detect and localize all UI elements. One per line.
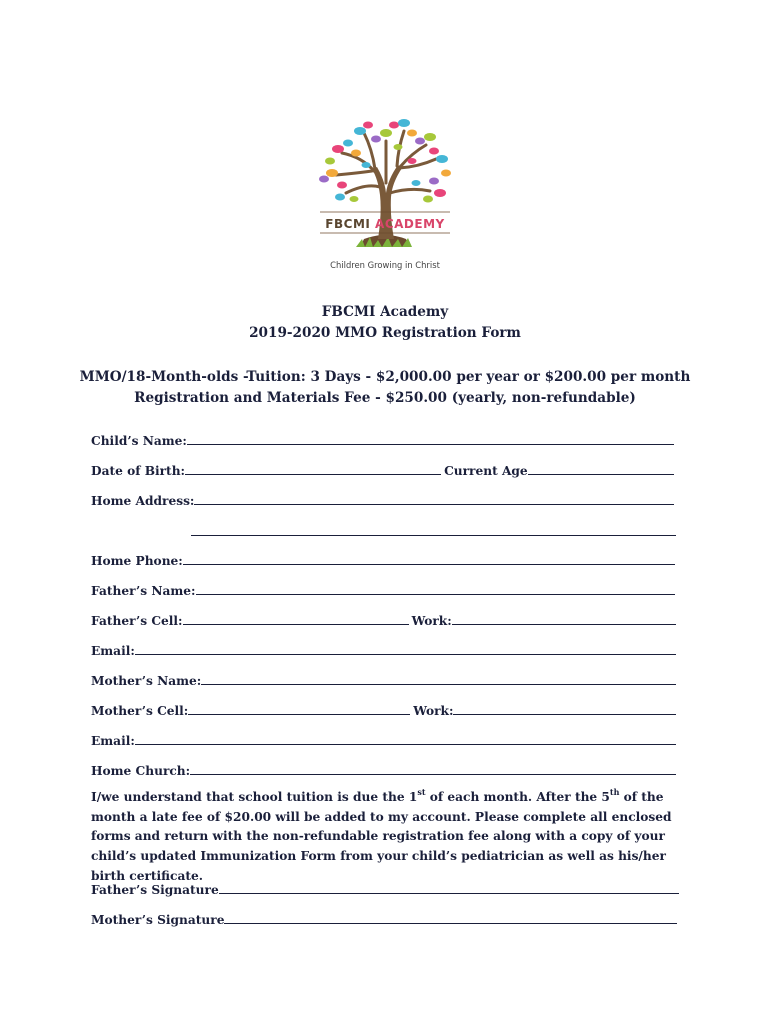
notice-text-2: of each month. After the 5 bbox=[425, 790, 610, 804]
logo-tagline: Children Growing in Christ bbox=[330, 260, 440, 270]
logo-name-part1: FBCMI bbox=[325, 217, 376, 231]
home-address-line[interactable] bbox=[194, 504, 674, 505]
father-cell-line[interactable] bbox=[183, 624, 409, 625]
father-email-line[interactable] bbox=[135, 654, 676, 655]
mother-email-field bbox=[91, 730, 676, 748]
tree-logo-icon bbox=[302, 113, 468, 279]
mother-email-line[interactable] bbox=[135, 744, 676, 745]
father-phone-field bbox=[91, 610, 676, 628]
home-phone-label: Home Phone: bbox=[91, 554, 183, 568]
home-address-label: Home Address: bbox=[91, 494, 195, 508]
logo-wordmark bbox=[302, 217, 468, 231]
father-work-label: Work: bbox=[411, 614, 452, 628]
current-age-line[interactable] bbox=[528, 474, 674, 475]
notice-sup-2: th bbox=[609, 787, 620, 797]
father-work-line[interactable] bbox=[452, 624, 676, 625]
notice-sup-1: st bbox=[417, 787, 426, 797]
home-address-line-2[interactable] bbox=[191, 535, 676, 536]
mother-signature-line[interactable] bbox=[224, 923, 677, 924]
mother-name-field bbox=[91, 670, 676, 688]
notice-text-3: of the month a late fee of $20.00 will be added to my account. Please complete all enclosed forms and return with the non-refundable registration fee along with a copy of your child’s updated Immunization Form from your child’s pediatrician as well as his/her birth certificate. bbox=[91, 790, 672, 883]
home-phone-field bbox=[91, 550, 675, 568]
home-address-field bbox=[91, 490, 674, 508]
mother-work-label: Work: bbox=[413, 704, 454, 718]
mother-name-line[interactable] bbox=[201, 684, 676, 685]
registration-fee-info: Registration and Materials Fee - $250.00 (yearly, non-refundable) bbox=[134, 390, 636, 406]
mother-cell-line[interactable] bbox=[188, 714, 410, 715]
home-church-field bbox=[91, 760, 676, 778]
tuition-notice-paragraph bbox=[91, 788, 691, 887]
fbcmi-academy-logo bbox=[302, 113, 468, 279]
home-address-line-2-field bbox=[191, 521, 676, 539]
mother-phone-field bbox=[91, 700, 676, 718]
father-signature-field bbox=[91, 879, 679, 897]
father-name-field bbox=[91, 580, 675, 598]
mother-signature-field bbox=[91, 909, 677, 927]
father-name-line[interactable] bbox=[196, 594, 675, 595]
home-phone-line[interactable] bbox=[183, 564, 675, 565]
mother-name-label: Mother’s Name: bbox=[91, 674, 202, 688]
form-title: FBCMI Academy bbox=[321, 304, 449, 320]
child-name-field bbox=[91, 430, 674, 448]
mother-email-label: Email: bbox=[91, 734, 135, 748]
form-subtitle: 2019-2020 MMO Registration Form bbox=[249, 325, 521, 341]
father-email-label: Email: bbox=[91, 644, 135, 658]
father-signature-line[interactable] bbox=[219, 893, 679, 894]
dob-line[interactable] bbox=[185, 474, 441, 475]
father-cell-label: Father’s Cell: bbox=[91, 614, 183, 628]
child-name-line[interactable] bbox=[187, 444, 674, 445]
home-church-label: Home Church: bbox=[91, 764, 191, 778]
father-email-field bbox=[91, 640, 676, 658]
mother-cell-label: Mother’s Cell: bbox=[91, 704, 189, 718]
notice-text-1: I/we understand that school tuition is due the 1 bbox=[91, 790, 418, 804]
home-church-line[interactable] bbox=[190, 774, 676, 775]
tuition-info: MMO/18-Month-olds -Tuition: 3 Days - $2,000.00 per year or $200.00 per month bbox=[79, 369, 691, 385]
logo-name-part2: ACADEMY bbox=[375, 217, 445, 231]
dob-label: Date of Birth: bbox=[91, 464, 186, 478]
mother-work-line[interactable] bbox=[453, 714, 676, 715]
child-name-label: Child’s Name: bbox=[91, 434, 187, 448]
dob-age-field bbox=[91, 460, 674, 478]
father-name-label: Father’s Name: bbox=[91, 584, 196, 598]
mother-signature-label: Mother’s Signature bbox=[91, 913, 225, 927]
father-signature-label: Father’s Signature bbox=[91, 883, 219, 897]
current-age-label: Current Age bbox=[444, 464, 528, 478]
